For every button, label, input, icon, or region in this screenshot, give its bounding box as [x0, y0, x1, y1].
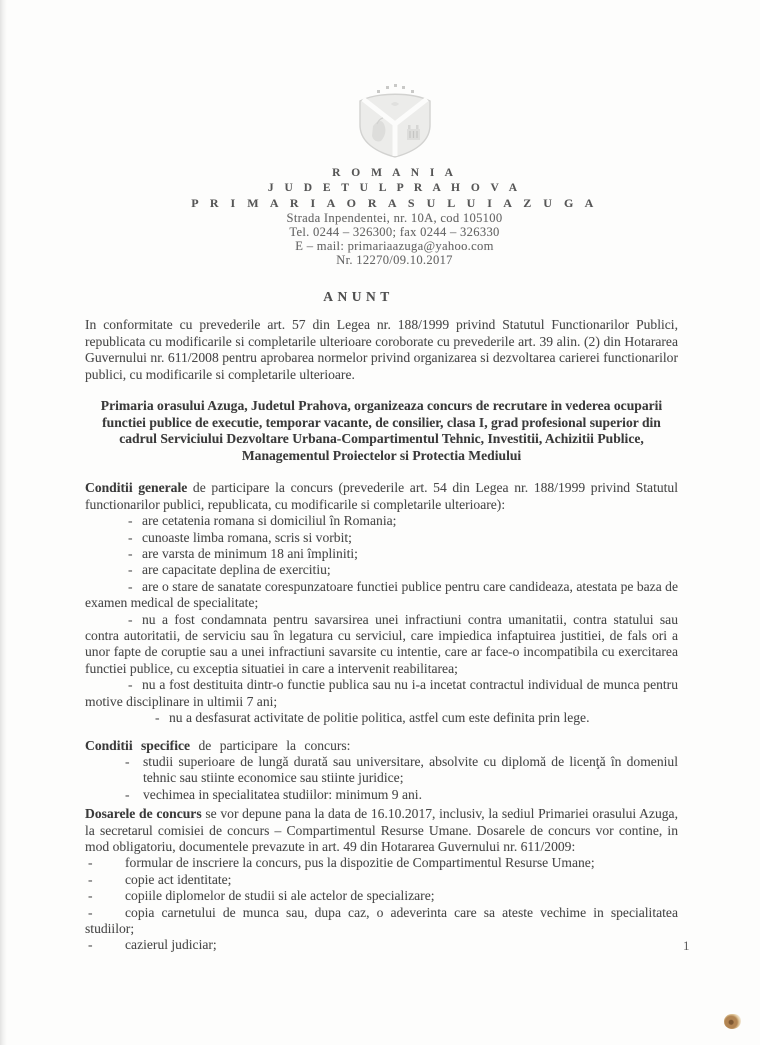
list-item-text: nu a fost destituita dintr-o functie publica sau nu i-a incetat contractul individual de munca pentru motive disciplinare in ultimii 7 ani;	[85, 677, 678, 709]
dash-bullet: -	[88, 904, 93, 920]
conditii-specifice-list	[85, 754, 678, 803]
dosare-paragraph	[85, 806, 678, 855]
list-item	[85, 546, 678, 562]
list-item	[85, 513, 678, 529]
conditii-generale-list	[85, 513, 678, 726]
document-title: ANUNT	[323, 289, 394, 304]
list-item	[85, 888, 678, 904]
list-item-text: formular de inscriere la concurs, pus la dispozitie de Compartimentul Resurse Umane;	[125, 855, 595, 871]
page-number: 1	[683, 938, 690, 953]
list-item-text: nu a desfasurat activitate de politie politica, astfel cum este definita prin lege.	[169, 710, 590, 726]
list-item-text: are o stare de sanatate corespunzatoare functiei publice pentru care candideaza, atestata pe baza de examen medical de specialitate;	[85, 578, 678, 611]
document-content	[85, 0, 678, 954]
dash-bullet: -	[125, 786, 130, 802]
list-item-text: copiile diplomelor de studii si ale actelor de specializare;	[125, 888, 435, 904]
list-item	[85, 937, 678, 953]
letterhead-county: J U D E T U L P R A H O V A	[267, 182, 522, 194]
list-item	[85, 710, 678, 726]
list-item-text: nu a fost condamnata pentru savarsirea unei infractiuni contra umanitatii, contra statului sau contra autoritatii, de serviciu sau în legatura cu serviciul, care impiedica infaptuirea justitiei, de fals ori a unor fapte de coruptie sau a unei infractiuni savarsite cu intentie, care ar face-o incompatibila cu exercitarea functiei publice, cu exceptia situatiei in care a intervenit reabilitarea;	[85, 611, 678, 676]
list-item-text: are varsta de minimum 18 ani împliniti;	[142, 546, 358, 562]
dash-bullet: -	[88, 937, 93, 953]
conditii-specifice-heading-bold: Conditii specifice	[85, 737, 191, 753]
scan-edge-shadow	[0, 0, 7, 1045]
list-item-text: cunoaste limba romana, scris si vorbit;	[142, 529, 352, 545]
conditii-specifice-heading-rest: de participare la concurs:	[190, 737, 351, 753]
dash-bullet: -	[125, 753, 130, 769]
list-item	[85, 905, 678, 938]
list-item-text: copie act identitate;	[125, 871, 232, 887]
list-item	[125, 753, 678, 787]
letterhead-address: Strada Inpendentei, nr. 10A, cod 105100	[286, 211, 503, 225]
announcement-paragraph: Primaria orasului Azuga, Judetul Prahova, organizeaza concurs de recrutare in vederea ocuparii functiei publice de executie, temporar vacante, de consilier, clasa I, grad profesional superior din cadrul Serviciului Dezvoltare Urbana-Compartimentul Tehnic, Investitii, Achizitii Publice, Managementul Proiectelor si Protectia Mediului	[100, 398, 663, 463]
list-item	[85, 872, 678, 888]
dash-bullet: -	[88, 855, 93, 871]
conditii-specifice-heading	[85, 738, 678, 754]
letterhead	[111, 82, 678, 267]
letterhead-institution: P R I M A R I A O R A S U L U I A Z U G A	[191, 196, 598, 210]
list-item-text: copia carnetului de munca sau, dupa caz, o adeverinta care sa ateste vechime in specialitatea studiilor;	[85, 904, 678, 936]
list-item	[125, 786, 678, 803]
list-item-text: cazierul judiciar;	[125, 937, 217, 953]
dosare-list	[85, 855, 678, 953]
conditii-generale-heading-bold: Conditii generale	[85, 480, 188, 496]
list-item	[85, 562, 678, 578]
dash-bullet: -	[155, 710, 160, 726]
list-item	[85, 677, 678, 710]
dash-bullet: -	[128, 529, 133, 545]
conditii-generale-heading-rest: de participare la concurs (prevederile art. 54 din Legea nr. 188/1999 privind Statutul functionarilor publici, republicata, cu modificarile si completarile ulterioare):	[85, 480, 678, 512]
dash-bullet: -	[128, 611, 133, 627]
dosare-paragraph-rest: se vor depune pana la data de 16.10.2017, inclusiv, la sediul Primariei orasului Azuga, la secretarul comisiei de concurs – Compartimentul Resurse Umane. Dosarele de concurs vor contine, in mod obligatoriu, documentele prevazute in art. 49 din Hotararea Guvernului nr. 611/2009:	[85, 806, 678, 854]
dash-bullet: -	[128, 513, 133, 529]
dosare-paragraph-bold: Dosarele de concurs	[85, 806, 202, 822]
intro-paragraph: In conformitate cu prevederile art. 57 din Legea nr. 188/1999 privind Statutul Functionarilor Publici, republicata cu modificarile si completarile ulterioare coroborate cu prevederile art. 39 alin. (2) din Hotararea Guvernului nr. 611/2008 pentru aprobarea normelor privind organizarea si dezvoltarea carierei functionarilor publici, cu modificarile si completarile ulterioare.	[85, 317, 678, 382]
conditii-generale-heading	[85, 480, 678, 513]
dash-bullet: -	[128, 562, 133, 578]
letterhead-email: E – mail: primariaazuga@yahoo.com	[295, 239, 494, 253]
list-item-text: are capacitate deplina de exercitiu;	[142, 562, 331, 578]
list-item-text: studii superioare de lungă durată sau universitare, absolvite cu diplomă de licenţă în domeniul tehnic sau stiinte economice sau stiinte juridice;	[143, 753, 678, 786]
dash-bullet: -	[128, 546, 133, 562]
dash-bullet: -	[88, 871, 93, 887]
registration-number: Nr. 12270/09.10.2017	[336, 253, 453, 267]
dash-bullet: -	[128, 677, 133, 693]
list-item	[85, 612, 678, 678]
list-item	[85, 530, 678, 546]
letterhead-phone: Tel. 0244 – 326300; fax 0244 – 326330	[289, 225, 500, 239]
coat-of-arms-icon	[351, 82, 439, 160]
scan-stain-artifact	[724, 1014, 741, 1029]
dash-bullet: -	[128, 578, 133, 594]
list-item-text: vechimea in specialitatea studiilor: minimum 9 ani.	[143, 786, 422, 802]
letterhead-country: R O M A N I A	[332, 167, 457, 179]
list-item-text: are cetatenia romana si domiciliul în Romania;	[142, 513, 397, 529]
list-item	[85, 855, 678, 871]
dash-bullet: -	[88, 888, 93, 904]
list-item	[85, 579, 678, 612]
